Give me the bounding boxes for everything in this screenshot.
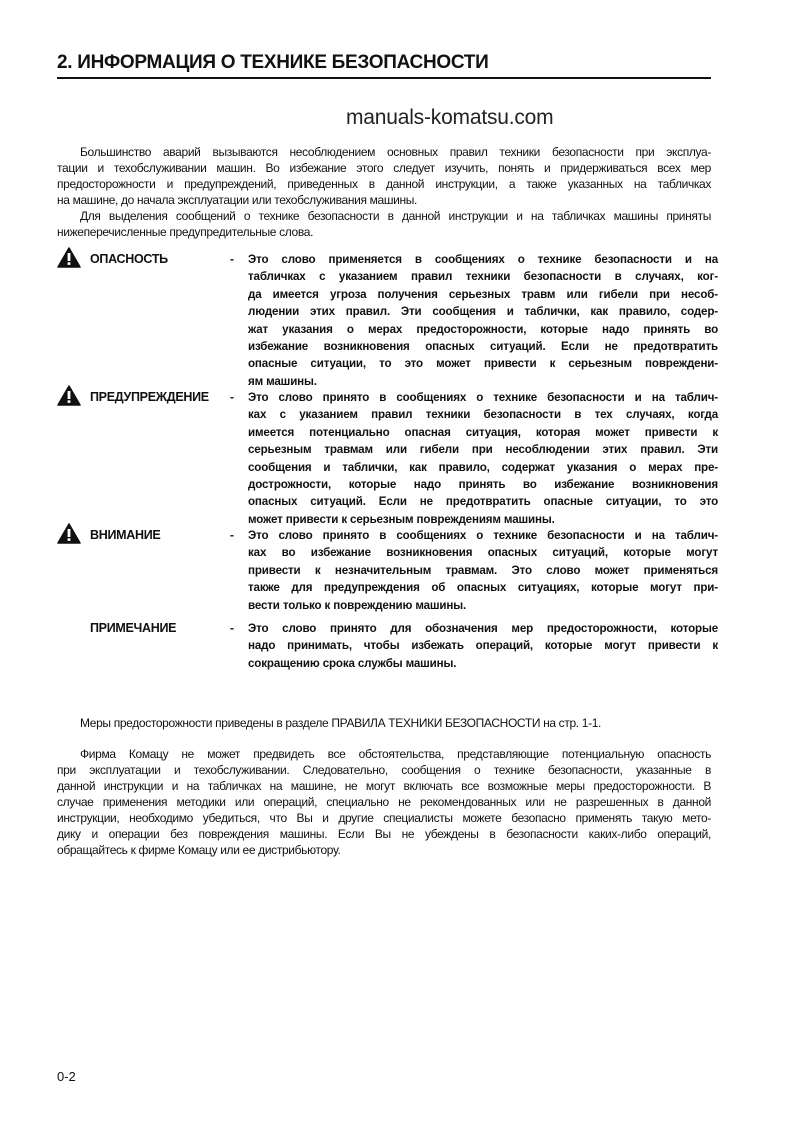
signal-word-label: ОПАСНОСТЬ [90, 252, 168, 266]
text-line: инструкции, необходимо убедиться, что Вы и другие специалисты можете безопасно применять такую мето- [57, 811, 711, 825]
text-line: также для предупреждения об опасных ситуациях, которые могут при- [248, 581, 718, 595]
text-line: жат указания о мерах предосторожности, которые надо принять во [248, 322, 718, 336]
separator-dash: - [230, 252, 234, 266]
text-line: Это слово принято в сообщениях о технике безопасности и на таблич- [248, 391, 718, 404]
text-line: нижеперечисленные предупредительные слова. [57, 225, 314, 239]
signal-word-description [248, 251, 718, 390]
signal-word-label: ПРИМЕЧАНИЕ [90, 621, 177, 635]
text-line: Для выделения сообщений о технике безопасности в данной инструкции и на табличках машины приняты [80, 209, 711, 223]
watermark: manuals-komatsu.com [346, 106, 554, 129]
text-line: данной инструкции и на табличках на машине, не могут включать все возможные меры предосторожности. В [57, 779, 711, 793]
text-line: Фирма Комацу не может предвидеть все обстоятельства, представляющие потенциальную опасность [80, 747, 711, 761]
text-line: дику и операции без повреждения машины. Если Вы не убеждены в безопасности каких-либо операций, [57, 827, 711, 841]
text-line: Это слово принято для обозначения мер предосторожности, которые [248, 622, 718, 635]
warning-triangle-icon [57, 247, 81, 268]
text-line: серьезным травмам или гибели при несоблюдении этих правил. Эти [248, 443, 718, 457]
disclaimer-paragraph [57, 746, 711, 858]
text-line: вести только к повреждению машины. [248, 598, 467, 612]
warning-triangle-icon [57, 523, 81, 544]
text-line: имеется потенциально опасная ситуация, которая может привести к [248, 425, 718, 439]
text-line: привести к незначительным травмам. Это слово может применяться [248, 563, 718, 577]
text-line: сокращению срока службы машины. [248, 656, 457, 670]
text-line: обращайтесь к фирме Комацу или ее дистрибьютору. [57, 843, 341, 857]
text-line: тации и техобслуживании машин. Во избежание этого следует изучить, понять и придерживаться всех мер [57, 161, 711, 175]
intro-paragraph [57, 144, 711, 240]
text-line: сообщения и таблички, как правило, содержат указания о мерах пре- [248, 460, 718, 474]
text-line: случае применения методики или операций, специально не рекомендованных или не разрешенных в данной [57, 795, 711, 809]
text-line: избежание возникновения опасных ситуаций. Если не предотвратить [248, 339, 718, 353]
text-line: ям машины. [248, 374, 317, 388]
separator-dash: - [230, 528, 234, 542]
text-line: опасных ситуаций. Если не предотвратить опасные ситуации, то это [248, 495, 718, 509]
text-line: при эксплуатации и техобслуживании. Следовательно, сообщения о технике безопасности, указанные в [57, 763, 711, 777]
title-underline [57, 77, 711, 79]
warning-triangle-icon [57, 385, 81, 406]
text-line: может привести к серьезным повреждениям машины. [248, 512, 555, 526]
signal-word-label: ВНИМАНИЕ [90, 528, 161, 542]
text-line: ках во избежание возникновения опасных ситуаций, которые могут [248, 546, 718, 560]
separator-dash: - [230, 390, 234, 404]
reference-text: Меры предосторожности приведены в разделе ПРАВИЛА ТЕХНИКИ БЕЗОПАСНОСТИ на стр. 1-1. [80, 716, 602, 730]
page-number: 0-2 [57, 1069, 76, 1084]
signal-word-label: ПРЕДУПРЕЖДЕНИЕ [90, 390, 209, 404]
text-line: да имеется угроза получения серьезных травм или гибели при несоб- [248, 287, 718, 301]
text-line: табличках с указанием правил техники безопасности в случаях, ког- [248, 270, 718, 284]
text-line: на машине, до начала эксплуатации или техобслуживания машины. [57, 193, 417, 207]
text-line: надо принимать, чтобы избежать операций, которые могут привести к [248, 639, 718, 653]
page-title: 2. ИНФОРМАЦИЯ О ТЕХНИКЕ БЕЗОПАСНОСТИ [57, 52, 489, 73]
text-line: предосторожности и предупреждений, приведенных в данной инструкции, а также указанных на табличках [57, 177, 711, 191]
text-line: Это слово применяется в сообщениях о технике безопасности и на [248, 253, 718, 266]
text-line: ках с указанием правил техники безопасности в тех случаях, когда [248, 408, 718, 422]
text-line: людении этих правил. Эти сообщения и таблички, как правило, содер- [248, 305, 718, 319]
signal-word-description [248, 389, 718, 528]
signal-word-description [248, 527, 718, 614]
text-line: опасные ситуации, то это может привести к серьезным повреждени- [248, 357, 718, 371]
separator-dash: - [230, 621, 234, 635]
text-line: Это слово принято в сообщениях о технике безопасности и на таблич- [248, 529, 718, 542]
text-line: дострожности, которые надо принять во избежание возникновения [248, 477, 718, 491]
text-line: Большинство аварий вызываются несоблюдением основных правил техники безопасности при эксплуа- [80, 145, 711, 159]
signal-word-description [248, 620, 718, 672]
